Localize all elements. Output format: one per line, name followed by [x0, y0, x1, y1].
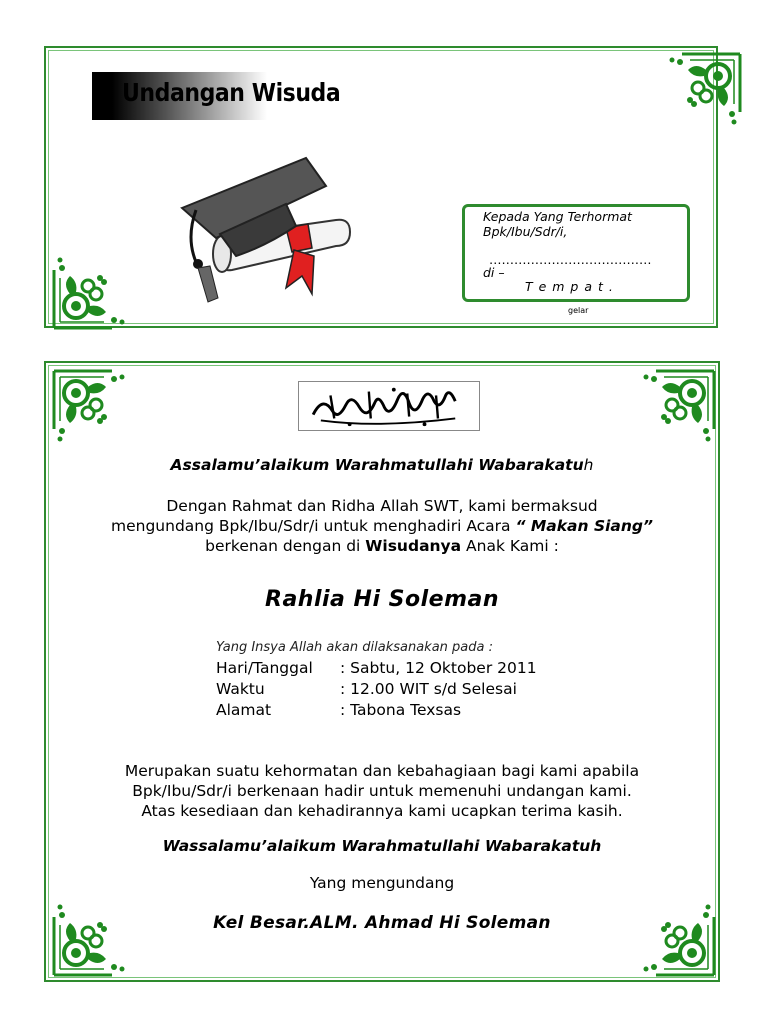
corner-ornament-icon	[666, 52, 742, 128]
detail-row-time: Waktu : 12.00 WIT s/d Selesai	[216, 680, 517, 698]
closing-greeting: Wassalamu’alaikum Warahmatullahi Wabarakatuh	[162, 837, 602, 855]
address-line: di –	[483, 265, 505, 280]
envelope-title: Undangan Wisuda	[122, 78, 341, 107]
address-line: T e m p a t .	[525, 279, 614, 294]
schedule-intro: Yang Insya Allah akan dilaksanakan pada :	[216, 640, 493, 655]
graduation-cap-icon	[136, 138, 386, 308]
detail-row-address: Alamat : Tabona Texsas	[216, 701, 462, 719]
intro-line: Dengan Rahmat dan Ridha Allah SWT, kami bermaksud	[166, 497, 598, 515]
graduate-name: Rahlia Hi Soleman	[265, 587, 499, 612]
corner-ornament-icon	[52, 369, 128, 445]
opening-greeting: Assalamu’alaikum Warahmatullahi Wabarakatuh	[170, 456, 594, 474]
detail-row-date: Hari/Tanggal : Sabtu, 12 Oktober 2011	[216, 659, 537, 677]
inviter-label: Yang mengundang	[309, 874, 455, 892]
bismillah-calligraphy-icon	[298, 381, 480, 431]
address-box	[462, 204, 690, 302]
invitation-card	[44, 361, 720, 982]
closing-line: Atas kesediaan dan kehadirannya kami ucapkan terima kasih.	[141, 802, 623, 820]
corner-ornament-icon	[640, 369, 716, 445]
address-line: Bpk/Ibu/Sdr/i,	[483, 224, 568, 239]
closing-line: Merupakan suatu kehormatan dan kebahagiaan bagi kami apabila	[124, 762, 640, 780]
intro-line: mengundang Bpk/Ibu/Sdr/i untuk menghadiri Acara “ Makan Siang”	[111, 517, 653, 535]
address-line: Kepada Yang Terhormat	[483, 209, 632, 224]
inviter-name: Kel Besar.ALM. Ahmad Hi Soleman	[213, 913, 551, 933]
closing-line: Bpk/Ibu/Sdr/i berkenaan hadir untuk memenuhi undangan kami.	[132, 782, 632, 800]
gelar-label: gelar	[568, 306, 589, 315]
intro-line: berkenan dengan di Wisudanya Anak Kami :	[205, 537, 559, 555]
corner-ornament-icon	[52, 254, 128, 330]
envelope-card	[44, 46, 718, 328]
address-dots: …………………………………	[489, 252, 652, 267]
